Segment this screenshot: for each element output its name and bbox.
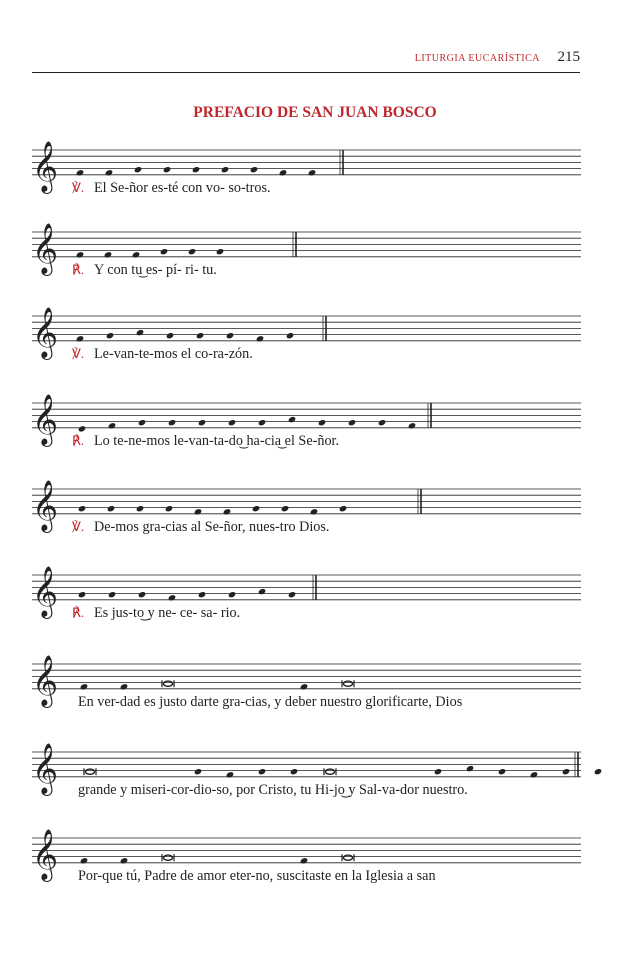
note-head: [288, 416, 297, 424]
note-head: [138, 419, 147, 427]
treble-clef-icon: 𝄞: [32, 222, 59, 274]
lyric-text: Le-van-te-mos el co-ra-zón.: [94, 346, 253, 362]
note-head: [132, 251, 141, 259]
note-head: [226, 332, 235, 340]
breve-note: [324, 768, 336, 775]
note-head: [134, 166, 143, 174]
note-head: [279, 169, 288, 177]
note-head: [300, 683, 309, 691]
chant-lyric-line: [72, 433, 339, 450]
note-head: [300, 857, 309, 865]
note-head: [196, 332, 205, 340]
note-head: [258, 588, 267, 596]
note-head: [223, 508, 232, 516]
note-head: [434, 768, 443, 776]
note-head: [163, 166, 172, 174]
note-head: [80, 683, 89, 691]
note-head: [258, 768, 267, 776]
note-head: [78, 505, 87, 513]
treble-clef-icon: 𝄞: [32, 479, 59, 531]
note-head: [378, 419, 387, 427]
breve-note: [342, 854, 354, 861]
lyric-text: Es jus-to͜ y ne- ce- sa- rio.: [94, 605, 241, 621]
versicle-icon: ℣.: [72, 519, 85, 534]
note-head: [408, 422, 417, 430]
note-head: [76, 169, 85, 177]
note-head: [78, 591, 87, 599]
note-head: [188, 248, 197, 256]
note-head: [466, 765, 475, 773]
note-head: [108, 591, 117, 599]
response-icon: ℟.: [72, 605, 85, 620]
note-head: [562, 768, 571, 776]
note-head: [120, 683, 129, 691]
chant-lyric-line: [72, 262, 217, 279]
response-icon: ℟.: [72, 433, 85, 448]
treble-clef-icon: 𝄞: [32, 742, 59, 794]
section-title: PREFACIO DE SAN JUAN BOSCO: [193, 104, 437, 121]
note-head: [286, 332, 295, 340]
chant-lyric-line: [72, 519, 329, 536]
note-head: [252, 505, 261, 513]
note-head: [136, 329, 145, 337]
note-head: [594, 768, 603, 776]
treble-clef-icon: 𝄞: [32, 565, 59, 617]
note-head: [80, 857, 89, 865]
note-head: [194, 508, 203, 516]
treble-clef-icon: 𝄞: [32, 393, 59, 445]
note-head: [78, 425, 87, 433]
response-icon: ℟.: [72, 262, 85, 277]
note-head: [166, 332, 175, 340]
note-head: [165, 505, 174, 513]
treble-clef-icon: 𝄞: [32, 140, 59, 192]
note-head: [256, 335, 265, 343]
note-head: [120, 857, 129, 865]
note-head: [105, 169, 114, 177]
note-head: [308, 169, 317, 177]
note-head: [290, 768, 299, 776]
note-head: [160, 248, 169, 256]
note-head: [281, 505, 290, 513]
note-head: [348, 419, 357, 427]
note-head: [288, 591, 297, 599]
lyric-text: Lo te-ne-mos le-van-ta-do͜ ha-cia͜ el Se-ñor.: [94, 433, 340, 449]
note-head: [498, 768, 507, 776]
note-head: [107, 505, 116, 513]
note-head: [192, 166, 201, 174]
note-head: [339, 505, 348, 513]
running-head: LITURGIA EUCARÍSTICA: [414, 53, 540, 64]
note-head: [228, 591, 237, 599]
versicle-icon: ℣.: [72, 180, 85, 195]
chant-lyric-line: [78, 782, 468, 799]
breve-note: [84, 768, 96, 775]
treble-clef-icon: 𝄞: [32, 306, 59, 358]
breve-note: [162, 680, 174, 687]
note-head: [216, 248, 225, 256]
note-head: [106, 332, 115, 340]
note-head: [108, 422, 117, 430]
lyric-text: grande y miseri-cor-dio-so, por Cristo, tu Hi-jo͜ y Sal-va-dor nuestro.: [78, 782, 468, 798]
note-head: [136, 505, 145, 513]
lyric-text: El Se-ñor es-té con vo- so-tros.: [94, 180, 271, 196]
lyric-text: Y con tu͜ es- pí- ri- tu.: [94, 262, 217, 278]
page-number: 215: [557, 49, 580, 65]
lyric-text: Por-que tú, Padre de amor eter-no, suscitaste en la Iglesia a san: [78, 868, 436, 884]
breve-note: [162, 854, 174, 861]
treble-clef-icon: 𝄞: [32, 654, 59, 706]
note-head: [530, 771, 539, 779]
note-head: [228, 419, 237, 427]
lyric-text: De-mos gra-cias al Se-ñor, nues-tro Dios.: [94, 519, 330, 535]
note-head: [194, 768, 203, 776]
chant-lyric-line: [72, 605, 240, 622]
note-head: [226, 771, 235, 779]
chant-lyric-line: [72, 346, 253, 363]
chant-lyric-line: [78, 868, 436, 885]
note-head: [168, 594, 177, 602]
note-head: [76, 335, 85, 343]
chant-lyric-line: [72, 180, 271, 197]
note-head: [76, 251, 85, 259]
note-head: [258, 419, 267, 427]
note-head: [198, 419, 207, 427]
page-header: [32, 48, 580, 73]
note-head: [138, 591, 147, 599]
note-head: [221, 166, 230, 174]
chant-lyric-line: [78, 694, 462, 711]
note-head: [250, 166, 259, 174]
versicle-icon: ℣.: [72, 346, 85, 361]
lyric-text: En ver-dad es justo darte gra-cias, y deber nuestro glorificarte, Dios: [78, 694, 463, 710]
note-head: [104, 251, 113, 259]
note-head: [198, 591, 207, 599]
treble-clef-icon: 𝄞: [32, 828, 59, 880]
note-head: [168, 419, 177, 427]
breve-note: [342, 680, 354, 687]
note-head: [310, 508, 319, 516]
note-head: [318, 419, 327, 427]
